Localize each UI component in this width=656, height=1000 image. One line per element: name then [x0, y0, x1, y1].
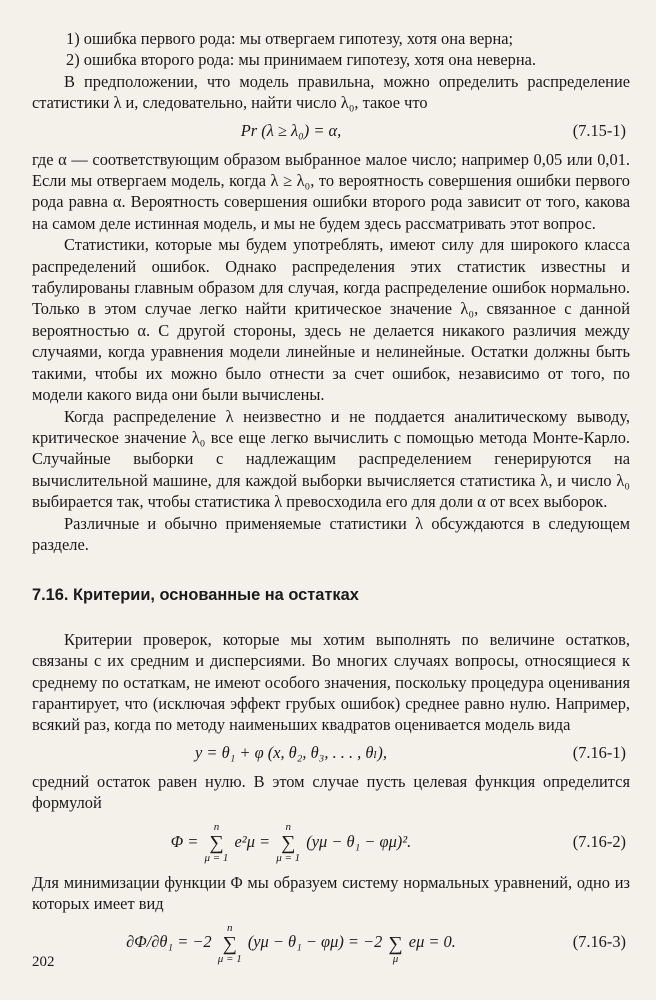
section-heading: 7.16. Критерии, основанные на остатках — [32, 586, 359, 605]
list-item-type-two-error: 2) ошибка второго рода: мы принимаем гипотезу, хотя она неверна. — [66, 50, 537, 70]
formula-7-16-3 — [32, 920, 630, 964]
formula-term: (yμ − θ₁ − φμ)². — [306, 831, 412, 851]
sum-lower-limit: μ = 1 — [217, 952, 242, 965]
formula-7-15-1 — [32, 118, 630, 143]
formula-expression — [32, 820, 550, 864]
formula-7-16-2 — [32, 820, 630, 864]
formula-term: eμ = 0. — [408, 932, 456, 952]
equation-number: (7.16-3) — [572, 932, 626, 952]
formula-expression: y = θ₁ + φ (x, θ₂, θ₃, . . . , θₗ), — [195, 742, 387, 762]
formula-7-16-1 — [32, 740, 630, 765]
sum-upper-limit: n — [226, 921, 233, 934]
sum-upper-limit: n — [213, 820, 220, 833]
paragraph-alpha: где α — соответствующим образом выбранное малое число; например 0,05 или 0,01. Если мы отвергаем модель, когда λ ≥ λ₀, то вероятность совершения ошибки первого рода равна α. Вероятность совершения ошибки второго рода зависит от того, какова на самом деле истинная модель, и мы не будем здесь рассматривать этот вопрос. — [32, 149, 630, 233]
summation-symbol: n ∑ μ = 1 — [276, 820, 301, 864]
summation-symbol: n ∑ μ = 1 — [204, 820, 229, 864]
paragraph-distribution: В предположении, что модель правильна, можно определить распределение статистики λ и, следовательно, найти число λ₀, такое что — [32, 71, 630, 113]
page-number: 202 — [32, 954, 55, 970]
paragraph-monte-carlo: Когда распределение λ неизвестно и не поддается аналитическому выводу, критическое значение λ₀ все еще легко вычислить с помощью метода Монте-Карло. Случайные выборки с надлежащим распределением генерируются на вычислительной машине, для каждой выборки вычисляется статистика λ, и число λ₀ выбирается так, чтобы статистика λ превосходила его для доли α от всех выборок. — [32, 406, 630, 512]
paragraph-normal-equations: Для минимизации функции Φ мы образуем систему нормальных уравнений, одно из которых имеет вид — [32, 872, 630, 913]
paragraph-next-section: Различные и обычно применяемые статистики λ обсуждаются в следующем разделе. — [32, 513, 630, 554]
formula-term: e²μ = — [234, 831, 271, 851]
sum-lower-limit: μ = 1 — [276, 851, 301, 864]
formula-term: (yμ − θ₁ − φμ) = −2 — [247, 932, 383, 952]
summation-symbol: ∑ μ — [388, 932, 403, 965]
formula-expression — [32, 920, 550, 964]
sum-lower-limit: μ = 1 — [204, 851, 229, 864]
summation-symbol: n ∑ μ = 1 — [217, 921, 242, 965]
paragraph-residual-criteria: Критерии проверок, которые мы хотим выполнять по величине остатков, связаны с их средним и дисперсиями. Во многих случаях вопросы, относящиеся к среднему по остаткам, не имеют особого значения, поскольку процедура оценивания гарантирует, что (исключая эффект грубых ошибок) среднее равно нулю. Например, всякий раз, когда по методу наименьших квадратов оценивается модель вида — [32, 629, 630, 735]
paragraph-mean-residual: средний остаток равен нулю. В этом случае пусть целевая функция определится формулой — [32, 771, 630, 813]
equation-number: (7.15-1) — [572, 120, 626, 140]
paragraph-statistics: Статистики, которые мы будем употреблять, имеют силу для широкого класса распределений ошибок. Однако распределения этих статистик известны и табулированы главным образом для случая, когда распределение ошибок нормально. Только в этом случае легко найти критическое значение λ₀, связанное с данной вероятностью α. С другой стороны, здесь не делается никакого различия между случаями, когда уравнения модели линейные и нелинейные. Остатки должны быть такими, чтобы их можно было отнести за счет ошибок, независимо от того, по модели какого вида они были вычислены. — [32, 235, 630, 405]
formula-lhs: ∂Φ/∂θ₁ = −2 — [126, 932, 212, 952]
formula-expression: Pr (λ ≥ λ₀) = α, — [240, 120, 342, 140]
list-item-type-one-error: 1) ошибка первого рода: мы отвергаем гипотезу, хотя она верна; — [66, 29, 514, 48]
equation-number: (7.16-2) — [572, 831, 626, 851]
sum-lower-limit: μ — [392, 952, 399, 965]
formula-lhs: Φ = — [170, 831, 199, 851]
equation-number: (7.16-1) — [572, 742, 626, 762]
sum-upper-limit: n — [285, 820, 291, 833]
